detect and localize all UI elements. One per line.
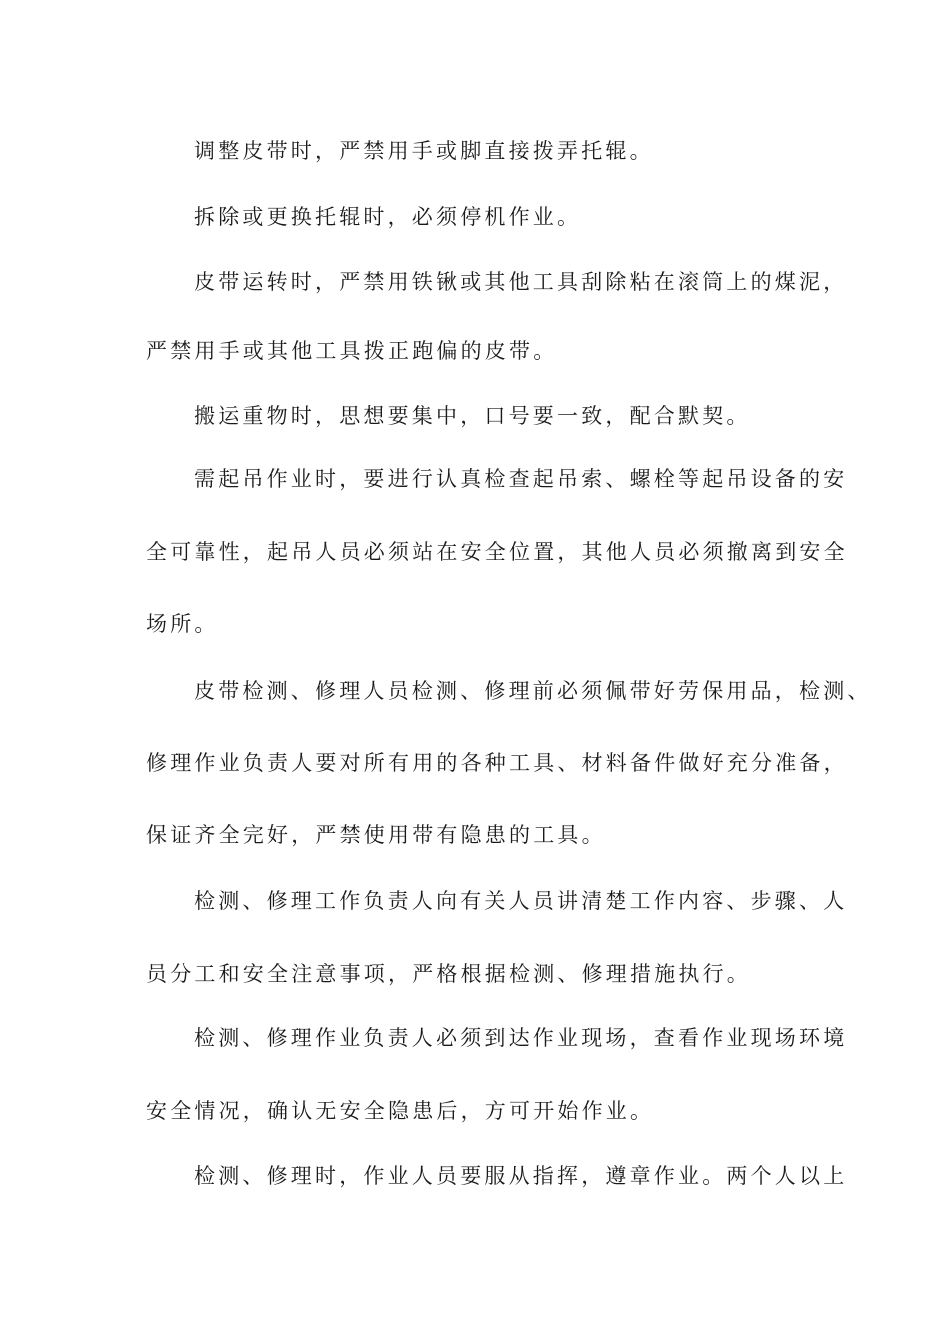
text-line: 场所。 — [146, 612, 219, 636]
text-line: 检测、修理工作负责人向有关人员讲清楚工作内容、步骤、人 — [194, 889, 848, 913]
text-line: 皮带运转时，严禁用铁锹或其他工具刮除粘在滚筒上的煤泥， — [194, 270, 848, 294]
text-line: 严禁用手或其他工具拨正跑偏的皮带。 — [146, 339, 558, 363]
text-line: 修理作业负责人要对所有用的各种工具、材料备件做好充分准备， — [146, 751, 848, 775]
text-line: 安全情况，确认无安全隐患后，方可开始作业。 — [146, 1099, 655, 1123]
text-line: 检测、修理作业负责人必须到达作业现场，查看作业现场环境 — [194, 1026, 848, 1050]
text-line: 调整皮带时，严禁用手或脚直接拨弄托辊。 — [194, 139, 654, 163]
text-line: 搬运重物时，思想要集中，口号要一致，配合默契。 — [194, 404, 751, 428]
text-line: 需起吊作业时，要进行认真检查起吊索、螺栓等起吊设备的安 — [194, 467, 848, 491]
text-line: 全可靠性，起吊人员必须站在安全位置，其他人员必须撤离到安全 — [146, 540, 848, 564]
text-line: 皮带检测、修理人员检测、修理前必须佩带好劳保用品，检测、 — [194, 679, 872, 703]
text-line: 检测、修理时，作业人员要服从指挥，遵章作业。两个人以上 — [194, 1164, 848, 1188]
text-line: 员分工和安全注意事项，严格根据检测、修理措施执行。 — [146, 962, 751, 986]
text-line: 拆除或更换托辊时，必须停机作业。 — [194, 205, 582, 229]
text-line: 保证齐全完好，严禁使用带有隐患的工具。 — [146, 823, 606, 847]
